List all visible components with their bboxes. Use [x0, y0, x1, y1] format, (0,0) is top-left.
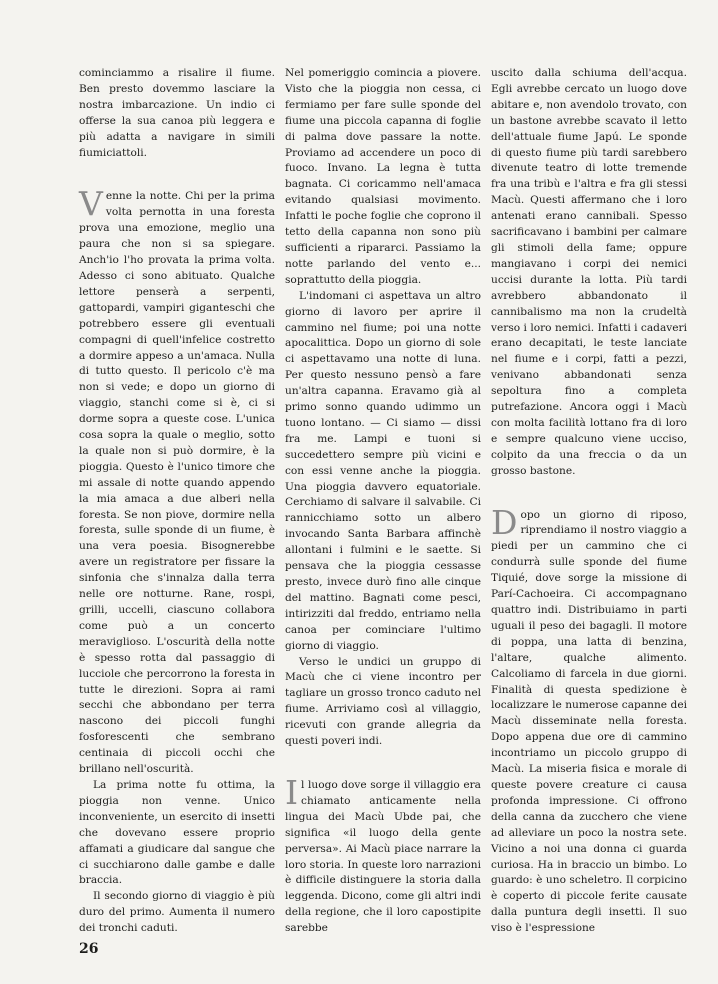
paragraph [285, 655, 481, 750]
page-number: 26 [79, 941, 99, 957]
paragraph-text: enne la notte. Chi per la prima volta pernotta in una foresta prova una emozione, meglio una paura che non si sa spiegare. Anch'io l'ho provata la prima volta. Adesso ci sono abituato. Qualche lettore penserà a serpenti, gattopardi, vampiri giganteschi che potrebbero essere gli eventuali compagni di quell'infelice costretto a dormire appeso a un'amaca. Nulla di tutto questo. Il pericolo c'è ma non si vede; e dopo un giorno di viaggio, stanchi come si è, ci si dorme sopra a queste cose. L'unica cosa sopra la quale o meglio, sotto la quale non si può dormire, è la pioggia. Questo è l'unico timore che mi assale di notte quando appendo la mia amaca a due alberi nella foresta. Se non piove, dormire nella foresta, sulle sponde di un fiume, è una vera poesia. Bisognerebbe avere un registratore per fissare la sinfonia che s'innalza dalla terra nelle ore notturne. Rane, rospi, grilli, uccelli, ciascuno collabora come può a un concerto meraviglioso. L'oscurità della notte è spesso rotta dal passaggio di lucciole che percorrono la foresta in tutte le direzioni. Sopra ai rami secchi che abbondano per terra nascono dei piccoli funghi fosforescenti che sembrano centinaia di piccoli occhi che brillano nell'oscurità. [79, 190, 275, 776]
drop-cap: D [491, 502, 518, 542]
drop-cap: I [285, 772, 299, 812]
paragraph-text: Il secondo giorno di viaggio è più duro del primo. Aumenta il numero dei tronchi caduti. [79, 890, 275, 935]
paragraph-text: Verso le undici un gruppo di Macù che ci viene incontro per tagliare un grosso tronco caduto nel fiume. Arriviamo così al villaggio, ricevuti con grande allegria da questi poveri indi. [285, 655, 481, 748]
paragraph-text: uscito dalla schiuma dell'acqua. Egli avrebbe cercato un luogo dove abitare e, non avendolo trovato, con un bastone avrebbe scavato il letto dell'attuale fiume Japú. Le sponde di questo fiume più tardi sarebbero divenute teatro di lotte tremende fra una tribù e l'altra e fra gli stessi Macù. Questi affermano che i loro antenati erano cannibali. Spesso sacrificavano i bambini per calmare gli stimoli della fame; oppure mangiavano i corpi dei nemici uccisi durante la lotta. Più tardi avrebbero abbandonato il cannibalismo ma non la crudeltà verso i loro nemici. Infatti i cadaveri erano decapitati, le teste lanciate nel fiume e i corpi, fatti a pezzi, venivano abbandonati senza sepoltura fino a completa putrefazione. Ancora oggi i Macù con molta facilità lottano fra di loro e sempre qualcuno viene ucciso, colpito da una freccia o da un grosso bastone. [491, 67, 687, 477]
paragraph-text: L'indomani ci aspettava un altro giorno di lavoro per aprire il cammino nel fiume; poi una notte apocalittica. Dopo un giorno di sole ci aspettavamo una notte di luna. Per questo nessuno pensò a fare un'altra capanna. Eravamo già al primo sonno quando udimmo un tuono lontano. — Ci siamo — dissi fra me. Lampi e tuoni si succedettero sempre più vicini e con essi venne anche la pioggia. Una pioggia davvero equatoriale. Cerchiamo di salvare il salvabile. Ci rannicchiamo sotto un albero invocando Santa Barbara affinchè allontani i fulmini e le saette. Si pensava che la pioggia cessasse presto, invece durò fino alle cinque del mattino. Bagnati come pesci, intirizziti dal freddo, entriamo nella canoa per cominciare l'ultimo giorno di viaggio. [285, 289, 481, 652]
column-2 [285, 66, 481, 937]
paragraph [285, 289, 481, 655]
paragraph-text: Nel pomeriggio comincia a piovere. Visto che la pioggia non cessa, ci fermiamo per fare sulle sponde del fiume una piccola capanna di foglie di palma dove passare la notte. Proviamo ad accendere un poco di fuoco. Invano. La legna è tutta bagnata. Ci coricammo nell'amaca evitando qualsiasi movimento. Infatti le poche foglie che coprono il tetto della capanna non sono più sufficienti a ripararci. Passiamo la notte parlando del vento e... soprattutto della pioggia. [285, 67, 481, 286]
paragraph [491, 502, 687, 937]
paragraph-text: La prima notte fu ottima, la pioggia non venne. Unico inconveniente, un esercito di insetti che dovevano essere proprio affamati a giudicare dal sangue che ci succhiarono dalle gambe e dalle braccia. [79, 778, 275, 887]
paragraph-text: opo un giorno di riposo, riprendiamo il nostro viaggio a piedi per un cammino che ci condurrà sulle sponde del fiume Tiquié, dove sorge la missione di Parí-Cachoeira. Ci accompagnano quattro indi. Distribuiamo in parti uguali il peso dei bagagli. Il motore di poppa, una latta di benzina, l'altare, qualche alimento. Calcoliamo di farcela in due giorni. Finalità di questa spedizione è localizzare le numerose capanne dei Macù disseminate nella foresta. Dopo appena due ore di cammino incontriamo un piccolo gruppo di Macù. La miseria fisica e morale di queste povere creature ci causa profonda impressione. Ci offrono della canna da zucchero che viene ad alleviare un poco la nostra sete. Vicino a noi una donna ci guarda curiosa. Ha in braccio un bimbo. Lo guardo: è uno scheletro. Il corpicino è coperto di piccole ferite causate dalla puntura degli insetti. Il suo viso è l'espressione [491, 508, 687, 935]
paragraph [79, 778, 275, 889]
paragraph-text: l luogo dove sorge il villaggio era chiamato anticamente nella lingua dei Macù Ubde pai, che significa «il luogo della gente perversa». Ai Macù piace narrare la loro storia. In queste loro narrazioni è difficile distinguere la storia dalla leggenda. Dicono, come gli altri indi della regione, che il loro capostipite sarebbe [285, 778, 481, 935]
paragraph [285, 66, 481, 289]
paragraph [491, 66, 687, 480]
paragraph-text: cominciammo a risalire il fiume. Ben presto dovemmo lasciare la nostra imbarcazione. Un indio ci offerse la sua canoa più leggera e più adatta a navigare in simili fiumiciattoli. [79, 67, 275, 159]
drop-cap: V [79, 184, 103, 224]
paragraph [79, 66, 275, 161]
column-3 [491, 66, 687, 937]
paragraph [79, 889, 275, 937]
paragraph [285, 772, 481, 937]
column-1 [79, 66, 275, 937]
paragraph [79, 184, 275, 778]
